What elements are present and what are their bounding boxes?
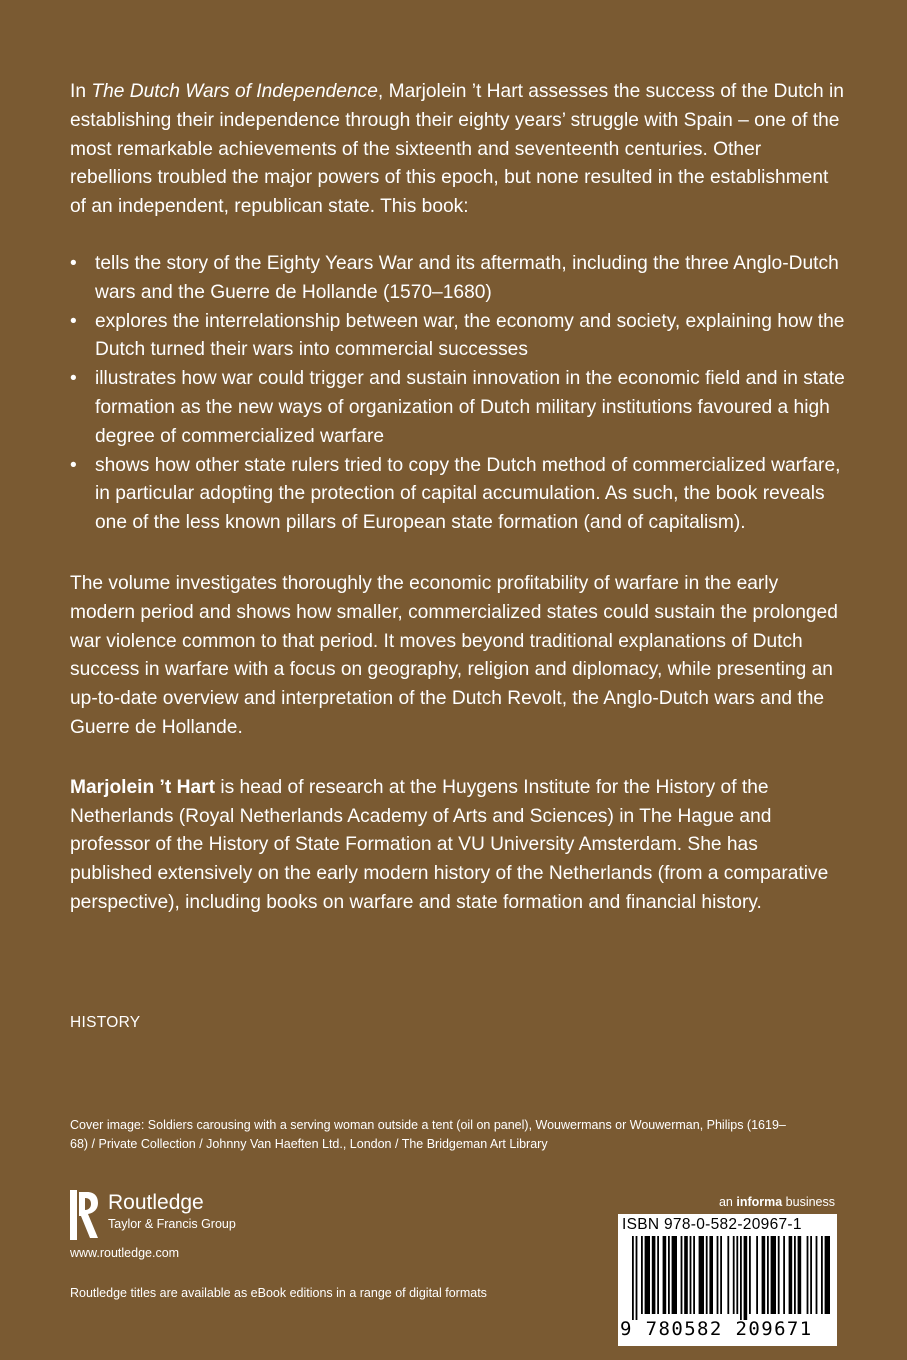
informa-brand: informa: [736, 1195, 783, 1209]
isbn-label: ISBN 978-0-582-20967-1: [622, 1216, 802, 1233]
barcode-bar: [783, 1236, 785, 1314]
barcode-block: [618, 1214, 837, 1346]
list-item: [70, 452, 845, 538]
barcode-bar: [706, 1236, 708, 1314]
barcode-bar: [771, 1236, 776, 1314]
barcode-bar: [794, 1236, 796, 1314]
list-item: [70, 365, 845, 451]
barcode-bar: [690, 1236, 692, 1314]
barcode-bar: [807, 1236, 809, 1314]
ebook-note: Routledge titles are available as eBook editions in a range of digital formats: [70, 1286, 487, 1300]
barcode-bar: [717, 1236, 719, 1314]
bullet-icon: •: [70, 368, 77, 390]
barcode-bar: [641, 1236, 643, 1314]
list-item: [70, 250, 845, 308]
subject-category: HISTORY: [70, 1014, 141, 1031]
list-item-text: illustrates how war could trigger and sustain innovation in the economic field and in state formation as the new ways of organization of Dutch military institutions favoured a high degree of commercialized warfare: [95, 368, 845, 447]
barcode-digits: 9 780582 209671: [620, 1318, 813, 1340]
author-bio: is head of research at the Huygens Institute for the History of the Netherlands (Royal Netherlands Academy of Arts and Sciences) in The Hague and professor of the History of State Formation at VU University Amsterdam. She has published extensively on the early modern history of the Netherlands (from a comparative perspective), including books on warfare and state formation and financial history.: [70, 776, 829, 913]
barcode-icon: [618, 1236, 837, 1320]
barcode-bar: [816, 1236, 818, 1314]
barcode-bar: [733, 1236, 735, 1314]
intro-prefix: In: [70, 81, 92, 102]
barcode-bar: [825, 1236, 830, 1314]
bullet-icon: •: [70, 454, 77, 476]
publisher-logo: [70, 1190, 330, 1240]
list-item-text: shows how other state rulers tried to copy the Dutch method of commercialized warfare, in particular adopting the protection of capital accumulation. As such, the book reveals one of the less known pillars of European state formation (and of capitalism).: [95, 454, 841, 534]
informa-tagline: [719, 1195, 835, 1209]
barcode-bar: [663, 1236, 667, 1314]
barcode-bar: [693, 1236, 695, 1314]
barcode-bar: [762, 1236, 766, 1314]
publisher-block: [70, 1190, 330, 1260]
author-paragraph: [70, 774, 845, 918]
barcode-bar: [798, 1236, 802, 1314]
intro-text: , Marjolein ’t Hart assesses the success of the Dutch in establishing their independence through their eighty years’ struggle with Spain – one of the most remarkable achievements of the sixteenth and seventeenth centuries. Other rebellions troubled the major powers of this epoch, but none resulted in the establishment of an independent, republican state. This book:: [70, 81, 844, 218]
barcode-bar: [727, 1236, 729, 1314]
cover-image-credit: Cover image: Soldiers carousing with a serving woman outside a tent (oil on panel), Wouwermans or Wouwerman, Philips (1619–68) / Private Collection / Johnny Van Haeften Ltd., London / The Bridgeman Art Library: [70, 1118, 786, 1151]
barcode-bar: [636, 1236, 638, 1320]
barcode-bar: [778, 1236, 780, 1314]
barcode-bar: [672, 1236, 677, 1314]
barcode-bar: [699, 1236, 704, 1314]
publisher-url[interactable]: www.routledge.com: [70, 1246, 180, 1260]
publisher-name: Routledge: [108, 1191, 204, 1214]
description-block: [70, 78, 845, 949]
feature-list: [70, 250, 845, 538]
list-item: [70, 308, 845, 366]
barcode-bar: [740, 1236, 742, 1320]
barcode-bar: [810, 1236, 812, 1314]
barcode-bar: [668, 1236, 670, 1314]
volume-paragraph: The volume investigates thoroughly the economic profitability of warfare in the early modern period and shows how smaller, commercialized states could sustain the prolonged war violence common to that period. It moves beyond traditional explanations of Dutch success in warfare with a focus on geography, religion and diplomacy, while presenting an up-to-date overview and interpretation of the Dutch Revolt, the Anglo-Dutch wars and the Guerre de Hollande.: [70, 572, 838, 738]
list-item-text: tells the story of the Eighty Years War and its aftermath, including the three Anglo-Dutch wars and the Guerre de Hollande (1570–1680): [95, 252, 839, 303]
informa-suffix: business: [782, 1195, 835, 1209]
bullet-icon: •: [70, 310, 77, 332]
barcode-bar: [720, 1236, 722, 1314]
barcode-bar: [821, 1236, 823, 1314]
routledge-r-icon: [70, 1190, 100, 1240]
barcode-bar: [681, 1236, 683, 1314]
barcode-bar: [709, 1236, 713, 1314]
intro-paragraph: [70, 78, 845, 222]
publisher-group: Taylor & Francis Group: [108, 1217, 236, 1231]
barcode-bar: [684, 1236, 688, 1314]
publisher-brand: [108, 1190, 236, 1232]
barcode-bar: [756, 1236, 758, 1314]
informa-prefix: an: [718, 1195, 737, 1209]
barcode-bar: [736, 1236, 738, 1314]
barcode-bar: [657, 1236, 659, 1314]
author-name: Marjolein ’t Hart: [70, 776, 215, 798]
barcode-bar: [744, 1236, 748, 1320]
barcode-bar: [767, 1236, 769, 1314]
barcode-bar: [645, 1236, 650, 1314]
list-item-text: explores the interrelationship between war, the economy and society, explaining how the Dutch turned their wars into commercial successes: [95, 310, 845, 361]
barcode-bar: [652, 1236, 656, 1314]
bullet-icon: •: [70, 252, 77, 274]
barcode-bar: [632, 1236, 634, 1320]
barcode-bar: [749, 1236, 751, 1314]
barcode-bar: [789, 1236, 793, 1314]
book-title: The Dutch Wars of Independence: [91, 81, 378, 102]
